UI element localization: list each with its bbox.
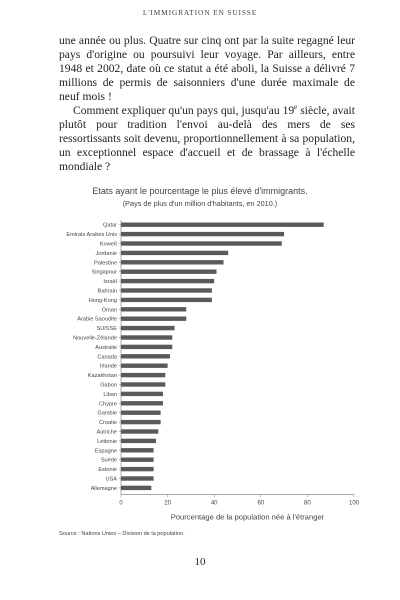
bar xyxy=(121,260,224,264)
category-label: Suède xyxy=(100,457,117,464)
bar xyxy=(121,439,156,443)
category-label: Qatar xyxy=(103,222,117,229)
bar xyxy=(121,401,163,405)
paragraph-2-end: siècle, avait plutôt pour tradition l'envoi au-delà des mers de ses ressortissants soit devenu, proportionnellement à sa population, un exceptionnel espace d'accueil et de brassage à l'échelle mondiale ? xyxy=(59,104,355,173)
x-tick-label: 0 xyxy=(119,500,123,507)
category-label: Estonie xyxy=(98,467,117,474)
bar xyxy=(121,458,154,462)
category-label: Gabon xyxy=(100,382,117,389)
paragraph-1: une année ou plus. Quatre sur cinq ont par la suite regagné leur pays d'origine ou poursuivi leur voyage. Par ailleurs, entre 1948 et 2002, date où ce statut a été aboli, la Suisse a délivré 7 millions de permis de saisonniers d'une durée maximale de neuf mois ! xyxy=(59,34,355,103)
bar xyxy=(121,279,214,283)
category-label: Hong-Kong xyxy=(88,297,117,304)
bar xyxy=(121,232,284,236)
bar xyxy=(121,420,161,424)
category-label: Chypre xyxy=(98,401,117,408)
chart-title: Etats ayant le pourcentage le plus élevé d'immigrants. xyxy=(92,186,308,196)
category-label: Autriche xyxy=(96,429,117,436)
category-label: Gambie xyxy=(97,410,117,417)
bar xyxy=(121,354,170,358)
bar xyxy=(121,476,154,480)
category-label: Croatie xyxy=(98,420,117,427)
bar xyxy=(121,429,158,433)
category-label: Oman xyxy=(101,307,117,314)
category-label: Allemagne xyxy=(90,485,117,492)
category-label: Irlande xyxy=(99,363,117,370)
century-superscript: e xyxy=(294,103,298,112)
category-label: Emirats Arabes Unis xyxy=(66,232,117,239)
bar xyxy=(121,223,324,227)
category-label: Koweït xyxy=(99,241,117,248)
bar xyxy=(121,467,154,471)
x-tick-label: 80 xyxy=(304,500,311,507)
bar xyxy=(121,241,282,245)
bar xyxy=(121,270,217,274)
bar xyxy=(121,317,186,321)
page-number: 10 xyxy=(194,556,206,568)
bar xyxy=(121,288,212,292)
category-label: Jordanie xyxy=(95,250,117,257)
category-label: Bahrain xyxy=(97,288,117,295)
category-label: SUISSE xyxy=(96,326,117,333)
bar xyxy=(121,335,172,339)
chart-subtitle: (Pays de plus d'un million d'habitants, en 2010.) xyxy=(122,199,278,208)
bar xyxy=(121,364,168,368)
running-head: L'IMMIGRATION EN SUISSE xyxy=(142,8,258,17)
bar xyxy=(121,307,186,311)
bar xyxy=(121,251,228,255)
bar xyxy=(121,326,175,330)
bar xyxy=(121,448,154,452)
category-label: Nouvelle-Zélande xyxy=(73,335,117,342)
bar xyxy=(121,298,212,302)
category-label: Palestine xyxy=(93,260,117,267)
category-label: Lettonie xyxy=(97,438,117,445)
category-label: Australie xyxy=(95,344,117,351)
category-label: Israël xyxy=(103,279,117,286)
paragraph-2-start: Comment expliquer qu'un pays qui, jusqu'au 19 xyxy=(73,104,295,117)
bar xyxy=(121,382,165,386)
bar xyxy=(121,345,172,349)
x-tick-label: 100 xyxy=(348,500,360,507)
category-label: Singapour xyxy=(91,269,117,276)
bar xyxy=(121,486,151,490)
x-tick-label: 60 xyxy=(257,500,265,507)
bar xyxy=(121,373,165,377)
source-note: Source : Nations Unies – Division de la population. xyxy=(59,531,185,537)
bar xyxy=(121,392,163,396)
x-tick-label: 20 xyxy=(164,500,171,507)
category-label: Arabie Saoudite xyxy=(77,316,117,323)
category-label: Kazakhstan xyxy=(87,373,117,380)
category-label: Canada xyxy=(97,354,117,361)
category-label: USA xyxy=(105,476,117,483)
bar xyxy=(121,411,161,415)
x-tick-label: 40 xyxy=(210,500,218,507)
category-label: Espagne xyxy=(94,448,117,455)
category-label: Liban xyxy=(103,391,117,398)
x-axis-label: Pourcentage de la population née à l'étranger xyxy=(170,512,325,522)
